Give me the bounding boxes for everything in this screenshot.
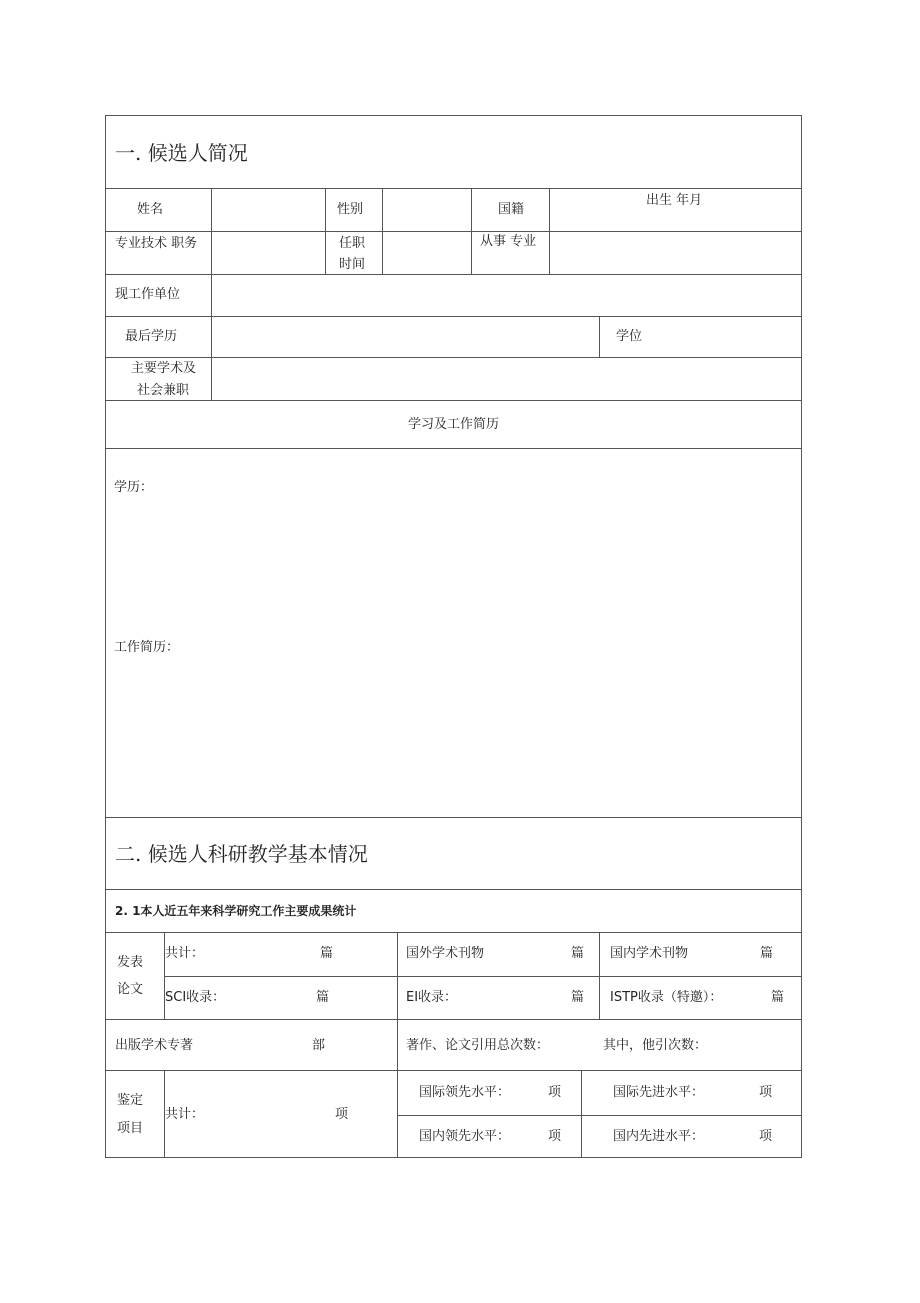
col-divider [325,188,326,274]
appraisal-total-label: 共计： [165,1107,205,1122]
intl-advanced-unit: 项 [759,1085,773,1100]
appraisal-label-line2: 项目 [117,1121,144,1136]
dom-advanced-unit: 项 [759,1129,773,1144]
intl-advanced-label: 国际先进水平： [613,1085,705,1100]
papers-label-line1: 发表 [117,955,144,970]
papers-label-line2: 论文 [117,982,144,997]
appraisal-total-unit: 项 [335,1107,349,1122]
academic-roles-label-line1: 主要学术及 [131,361,197,376]
section2-subtitle: 2. 1本人近五年来科学研究工作主要成果统计 [115,904,357,918]
gender-label: 性别 [337,202,364,217]
intl-leading-unit: 项 [548,1085,562,1100]
candidate-form [105,115,802,1158]
row-divider [397,1115,801,1116]
dom-leading-label: 国内领先水平： [419,1129,511,1144]
intl-leading-label: 国际领先水平： [419,1085,511,1100]
papers-total-label: 共计： [165,946,205,961]
row-divider [106,400,801,401]
ei-unit: 篇 [571,990,585,1005]
dom-leading-unit: 项 [548,1129,562,1144]
work-history-label: 工作简历： [114,640,180,655]
nationality-label: 国籍 [498,202,525,217]
monograph-unit: 部 [312,1038,326,1053]
education-history-label: 学历： [114,480,154,495]
row-divider [106,1070,801,1071]
istp-unit: 篇 [771,990,785,1005]
col-divider [397,932,398,1019]
birth-date-label: 出生 年月 [646,193,703,208]
citations-label: 著作、论文引用总次数： [406,1038,550,1053]
appraisal-label-line1: 鉴定 [117,1093,144,1108]
domestic-journals-label: 国内学术刊物 [610,946,689,961]
col-divider [471,188,472,274]
col-divider [581,1070,582,1157]
row-divider [106,932,801,933]
name-label: 姓名 [137,202,164,217]
section2-title: 二. 候选人科研教学基本情况 [115,842,368,866]
employer-label: 现工作单位 [115,287,181,302]
ei-label: EI收录： [406,990,458,1005]
istp-label: ISTP收录（特邀）： [610,990,723,1005]
col-divider [599,316,600,357]
row-divider [106,1019,801,1020]
domestic-journals-unit: 篇 [760,946,774,961]
col-divider [397,1019,398,1070]
field-label: 从事 专业 [480,234,537,249]
col-divider [397,1070,398,1157]
papers-total-unit: 篇 [320,946,334,961]
tenure-label-line1: 任职 [339,236,366,251]
history-header: 学习及工作简历 [407,417,499,432]
professional-title-label: 专业技术 职务 [115,236,198,251]
other-citations-label: 其中，他引次数： [603,1038,708,1053]
sci-unit: 篇 [316,990,330,1005]
row-divider [106,448,801,449]
foreign-journals-unit: 篇 [571,946,585,961]
row-divider [106,817,801,818]
tenure-label-line2: 时间 [339,257,366,272]
section1-title: 一. 候选人简况 [115,141,248,165]
col-divider [382,188,383,274]
row-divider [164,976,801,977]
foreign-journals-label: 国外学术刊物 [406,946,485,961]
col-divider [599,932,600,1019]
education-label: 最后学历 [125,329,178,344]
monograph-label: 出版学术专著 [115,1038,194,1053]
row-divider [106,889,801,890]
col-divider [549,188,550,274]
degree-label: 学位 [616,329,643,344]
sci-label: SCI收录： [165,990,226,1005]
academic-roles-label-line2: 社会兼职 [137,383,190,398]
dom-advanced-label: 国内先进水平： [613,1129,705,1144]
col-divider [211,188,212,400]
